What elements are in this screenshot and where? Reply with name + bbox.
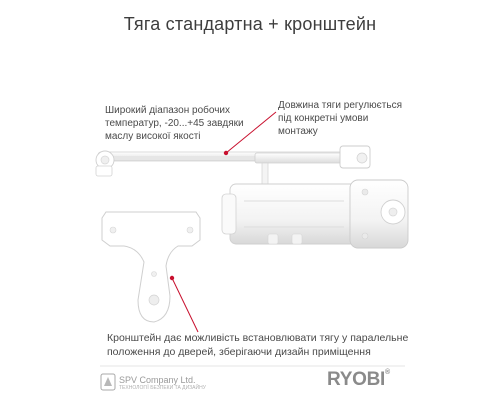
callout-line: Кронштейн дає можливість встановлювати тягу у паралельне xyxy=(107,332,409,344)
callout-pointer-bracket xyxy=(170,276,198,332)
page-title: Тяга стандартна + кронштейн xyxy=(123,14,377,34)
ryobi-logo xyxy=(327,369,390,391)
registered-mark: ® xyxy=(384,369,390,376)
callout-line: Широкий діапазон робочих xyxy=(105,105,231,116)
callout-line: положення до дверей, зберігаючи дизайн приміщення xyxy=(107,346,371,358)
spv-logo-icon xyxy=(101,374,115,390)
callout-line: монтажу xyxy=(278,126,318,137)
callout-line: під конкретні умови xyxy=(278,113,369,124)
spv-company-logo xyxy=(119,373,206,393)
brand-name: RYOBI xyxy=(327,369,385,390)
closer-arm xyxy=(96,146,370,185)
spv-company-tagline: ТЕХНОЛОГІЇ БЕЗПЕКИ ТА ДИЗАЙНУ xyxy=(119,385,206,391)
closer-body xyxy=(222,180,408,248)
spv-company-name: SPV Company Ltd. xyxy=(119,375,196,385)
callout-line: температур, -20...+45 завдяки xyxy=(105,118,244,129)
callout-line: маслу високої якості xyxy=(105,131,201,142)
callout-pointer-arm xyxy=(224,112,276,155)
callout-line: Довжина тяги регулюється xyxy=(278,100,402,111)
